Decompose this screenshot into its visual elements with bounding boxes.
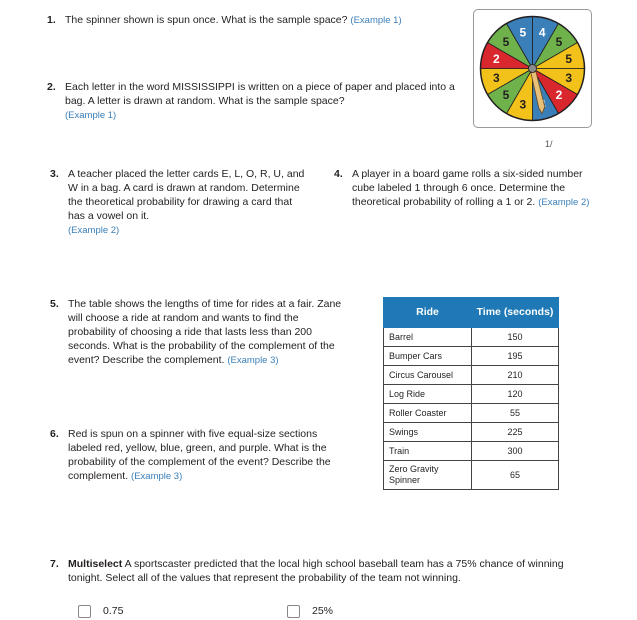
question-number: 6. — [50, 428, 59, 440]
example-link[interactable]: (Example 3) — [227, 355, 279, 366]
question-5 — [50, 297, 342, 368]
table-row — [384, 366, 559, 385]
spinner-graphic — [474, 10, 591, 127]
spinner-section-label: 5 — [502, 35, 510, 50]
choice-label: 25% — [312, 605, 334, 617]
table-header-ride: Ride — [384, 298, 472, 328]
ride-name: Barrel — [384, 328, 472, 347]
question-text: Each letter in the word MISSISSIPPI is written on a piece of paper and placed into a bag. A letter is drawn at random. What is the sample space? — [65, 81, 455, 107]
question-number: 1. — [47, 14, 56, 26]
table-row — [384, 404, 559, 423]
spinner-section-label: 3 — [565, 71, 573, 86]
spinner-section-label: 5 — [565, 51, 573, 66]
answer-choice-b[interactable] — [287, 604, 333, 618]
spinner-section-label: 3 — [519, 97, 527, 112]
question-4 — [334, 167, 594, 210]
spinner-section-label: 3 — [492, 71, 500, 86]
example-link[interactable]: (Example 1) — [65, 110, 117, 121]
ride-name: Zero Gravity Spinner — [384, 461, 472, 490]
question-text: The table shows the lengths of time for rides at a fair. Zane will choose a ride at random and wants to find the probability of choosing a ride that lasts less than 200 seconds. What is the probability of the complement of the event? Describe the complement. — [68, 298, 342, 366]
spinner-section-label: 2 — [555, 87, 563, 102]
spinner-section-label: 4 — [538, 25, 546, 40]
table-header-time: Time (seconds) — [472, 298, 559, 328]
ride-time: 300 — [472, 442, 559, 461]
example-link[interactable]: (Example 2) — [68, 225, 120, 236]
example-link[interactable]: (Example 1) — [350, 15, 402, 26]
table-row — [384, 385, 559, 404]
question-number: 2. — [47, 81, 56, 93]
question-7 — [50, 557, 570, 585]
table-row — [384, 423, 559, 442]
question-text: Red is spun on a spinner with five equal-size sections labeled red, yellow, blue, green, and purple. What is the probability of the complement of the event? Describe the complement. — [68, 428, 331, 482]
spinner-section-label: 5 — [519, 25, 527, 40]
example-link[interactable]: (Example 2) — [538, 197, 590, 208]
table-row — [384, 347, 559, 366]
ride-name: Roller Coaster — [384, 404, 472, 423]
checkbox[interactable] — [287, 605, 300, 618]
table-row — [384, 328, 559, 347]
question-text: A sportscaster predicted that the local high school baseball team has a 75% chance of winning tonight. Select all of the values that represent the probability of the team not winning. — [68, 558, 564, 584]
spinner-section-label: 5 — [502, 87, 510, 102]
spinner-section-label: 2 — [492, 51, 500, 66]
multiselect-label: Multiselect — [68, 558, 123, 570]
ride-name: Circus Carousel — [384, 366, 472, 385]
ride-name: Log Ride — [384, 385, 472, 404]
choice-label: 0.75 — [103, 605, 124, 617]
ride-time: 195 — [472, 347, 559, 366]
table-row — [384, 461, 559, 490]
ride-time: 150 — [472, 328, 559, 347]
table-row — [384, 442, 559, 461]
spinner-hub — [529, 65, 537, 73]
spinner-figure — [473, 9, 592, 128]
ride-time: 120 — [472, 385, 559, 404]
question-number: 7. — [50, 558, 59, 570]
question-6 — [50, 427, 342, 484]
question-3 — [50, 167, 305, 238]
page-mark: 1/ — [545, 139, 553, 149]
checkbox[interactable] — [78, 605, 91, 618]
example-link[interactable]: (Example 3) — [131, 471, 183, 482]
ride-times-table — [383, 297, 559, 490]
question-2 — [47, 80, 457, 123]
question-number: 5. — [50, 298, 59, 310]
question-number: 3. — [50, 168, 59, 180]
ride-time: 65 — [472, 461, 559, 490]
ride-time: 210 — [472, 366, 559, 385]
question-text: A teacher placed the letter cards E, L, O, R, U, and W in a bag. A card is drawn at random. Determine the theoretical probability for drawing a card that has a vowel on it. — [68, 168, 305, 222]
question-text: The spinner shown is spun once. What is the sample space? — [65, 14, 348, 26]
ride-time: 55 — [472, 404, 559, 423]
question-text: A player in a board game rolls a six-sided number cube labeled 1 through 6 once. Determine the theoretical probability of rolling a 1 or 2. — [352, 168, 583, 208]
ride-name: Bumper Cars — [384, 347, 472, 366]
ride-name: Train — [384, 442, 472, 461]
ride-name: Swings — [384, 423, 472, 442]
ride-time: 225 — [472, 423, 559, 442]
question-1 — [47, 13, 457, 28]
answer-choice-a[interactable] — [78, 604, 123, 618]
question-number: 4. — [334, 168, 343, 180]
spinner-section-label: 5 — [555, 35, 563, 50]
